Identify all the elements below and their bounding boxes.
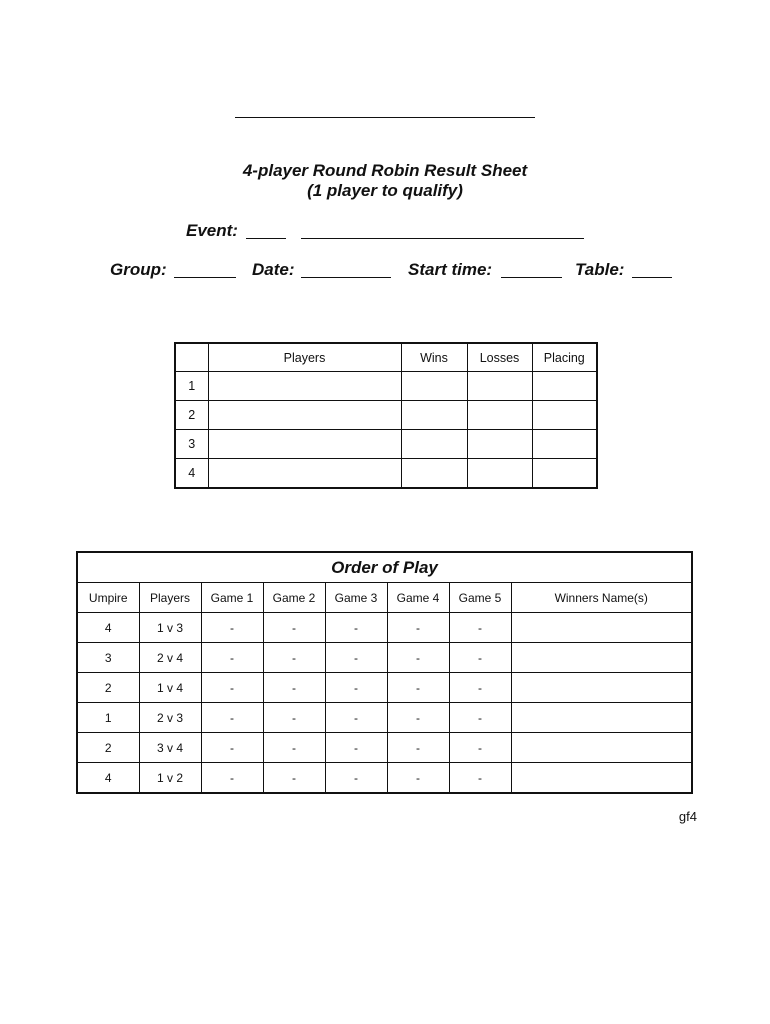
- header-cell-game-4: Game 4: [387, 583, 449, 613]
- table-row: [77, 613, 692, 643]
- losses-cell[interactable]: [467, 459, 532, 489]
- event-number-field[interactable]: [246, 238, 286, 239]
- order-of-play-title: Order of Play: [77, 552, 692, 583]
- wins-cell[interactable]: [401, 459, 467, 489]
- game-1-score-cell[interactable]: -: [201, 643, 263, 673]
- winner-name-cell[interactable]: [511, 643, 692, 673]
- game-3-score-cell[interactable]: -: [325, 643, 387, 673]
- game-3-score-cell[interactable]: -: [325, 613, 387, 643]
- wins-cell[interactable]: [401, 372, 467, 401]
- player-name-cell[interactable]: [208, 401, 401, 430]
- game-4-score-cell[interactable]: -: [387, 763, 449, 794]
- game-2-score-cell[interactable]: -: [263, 703, 325, 733]
- game-3-score-cell[interactable]: -: [325, 703, 387, 733]
- umpire-cell: 4: [77, 763, 139, 794]
- game-3-score-cell[interactable]: -: [325, 673, 387, 703]
- game-1-score-cell[interactable]: -: [201, 733, 263, 763]
- game-5-score-cell[interactable]: -: [449, 613, 511, 643]
- game-2-score-cell[interactable]: -: [263, 763, 325, 794]
- header-cell-winners: Winners Name(s): [511, 583, 692, 613]
- game-5-score-cell[interactable]: -: [449, 673, 511, 703]
- form-code: gf4: [678, 809, 697, 824]
- match-players-cell: 1 v 4: [139, 673, 201, 703]
- header-cell-wins: Wins: [401, 343, 467, 372]
- header-cell-game-1: Game 1: [201, 583, 263, 613]
- game-5-score-cell[interactable]: -: [449, 763, 511, 794]
- game-4-score-cell[interactable]: -: [387, 703, 449, 733]
- game-2-score-cell[interactable]: -: [263, 643, 325, 673]
- game-1-score-cell[interactable]: -: [201, 763, 263, 794]
- losses-cell[interactable]: [467, 372, 532, 401]
- umpire-cell: 1: [77, 703, 139, 733]
- match-players-cell: 3 v 4: [139, 733, 201, 763]
- group-label: Group:: [110, 260, 167, 279]
- order-of-play-header-row: [77, 583, 692, 613]
- table-label: Table:: [575, 260, 625, 279]
- header-cell-number: [175, 343, 208, 372]
- losses-cell[interactable]: [467, 430, 532, 459]
- game-5-score-cell[interactable]: -: [449, 643, 511, 673]
- player-name-cell[interactable]: [208, 372, 401, 401]
- table-row: [77, 643, 692, 673]
- wins-cell[interactable]: [401, 430, 467, 459]
- game-2-score-cell[interactable]: -: [263, 613, 325, 643]
- header-cell-losses: Losses: [467, 343, 532, 372]
- game-1-score-cell[interactable]: -: [201, 673, 263, 703]
- game-4-score-cell[interactable]: -: [387, 643, 449, 673]
- umpire-cell: 3: [77, 643, 139, 673]
- header-cell-game-2: Game 2: [263, 583, 325, 613]
- group-field[interactable]: [174, 277, 236, 278]
- game-4-score-cell[interactable]: -: [387, 733, 449, 763]
- date-field[interactable]: [301, 277, 391, 278]
- game-5-score-cell[interactable]: -: [449, 733, 511, 763]
- placing-cell[interactable]: [532, 459, 597, 489]
- date-label: Date:: [252, 260, 295, 279]
- sheet-subtitle: (1 player to qualify): [307, 181, 463, 200]
- event-label: Event:: [186, 221, 238, 240]
- table-row: [175, 401, 597, 430]
- order-of-play-table: [76, 551, 693, 794]
- header-cell-players: Players: [139, 583, 201, 613]
- game-4-score-cell[interactable]: -: [387, 613, 449, 643]
- table-row: [175, 430, 597, 459]
- winner-name-cell[interactable]: [511, 763, 692, 794]
- winner-name-cell[interactable]: [511, 613, 692, 643]
- placing-cell[interactable]: [532, 401, 597, 430]
- winner-name-cell[interactable]: [511, 673, 692, 703]
- game-1-score-cell[interactable]: -: [201, 703, 263, 733]
- start-time-label: Start time:: [408, 260, 493, 279]
- placing-cell[interactable]: [532, 372, 597, 401]
- winner-name-cell[interactable]: [511, 733, 692, 763]
- match-players-cell: 2 v 3: [139, 703, 201, 733]
- umpire-cell: 4: [77, 613, 139, 643]
- game-5-score-cell[interactable]: -: [449, 703, 511, 733]
- wins-cell[interactable]: [401, 401, 467, 430]
- player-name-cell[interactable]: [208, 430, 401, 459]
- header-cell-placing: Placing: [532, 343, 597, 372]
- player-number: 2: [175, 401, 208, 430]
- match-players-cell: 2 v 4: [139, 643, 201, 673]
- player-number: 4: [175, 459, 208, 489]
- match-players-cell: 1 v 3: [139, 613, 201, 643]
- game-1-score-cell[interactable]: -: [201, 613, 263, 643]
- header-cell-game-5: Game 5: [449, 583, 511, 613]
- table-row: [175, 372, 597, 401]
- start-time-field[interactable]: [501, 277, 562, 278]
- title-blank-line[interactable]: [235, 117, 535, 118]
- table-row: [77, 763, 692, 794]
- umpire-cell: 2: [77, 733, 139, 763]
- table-row: [175, 459, 597, 489]
- game-2-score-cell[interactable]: -: [263, 673, 325, 703]
- player-name-cell[interactable]: [208, 459, 401, 489]
- table-row: [77, 733, 692, 763]
- sheet-title: 4-player Round Robin Result Sheet: [242, 161, 528, 180]
- losses-cell[interactable]: [467, 401, 532, 430]
- header-cell-players: Players: [208, 343, 401, 372]
- player-number: 1: [175, 372, 208, 401]
- order-of-play-title-row: [77, 552, 692, 583]
- match-players-cell: 1 v 2: [139, 763, 201, 794]
- winner-name-cell[interactable]: [511, 703, 692, 733]
- table-field[interactable]: [632, 277, 672, 278]
- placing-cell[interactable]: [532, 430, 597, 459]
- players-results-table: [174, 342, 598, 489]
- player-number: 3: [175, 430, 208, 459]
- table-row: [77, 703, 692, 733]
- game-2-score-cell[interactable]: -: [263, 733, 325, 763]
- players-table-header-row: [175, 343, 597, 372]
- header-cell-game-3: Game 3: [325, 583, 387, 613]
- umpire-cell: 2: [77, 673, 139, 703]
- game-4-score-cell[interactable]: -: [387, 673, 449, 703]
- header-cell-umpire: Umpire: [77, 583, 139, 613]
- game-3-score-cell[interactable]: -: [325, 733, 387, 763]
- event-name-field[interactable]: [301, 238, 584, 239]
- table-row: [77, 673, 692, 703]
- game-3-score-cell[interactable]: -: [325, 763, 387, 794]
